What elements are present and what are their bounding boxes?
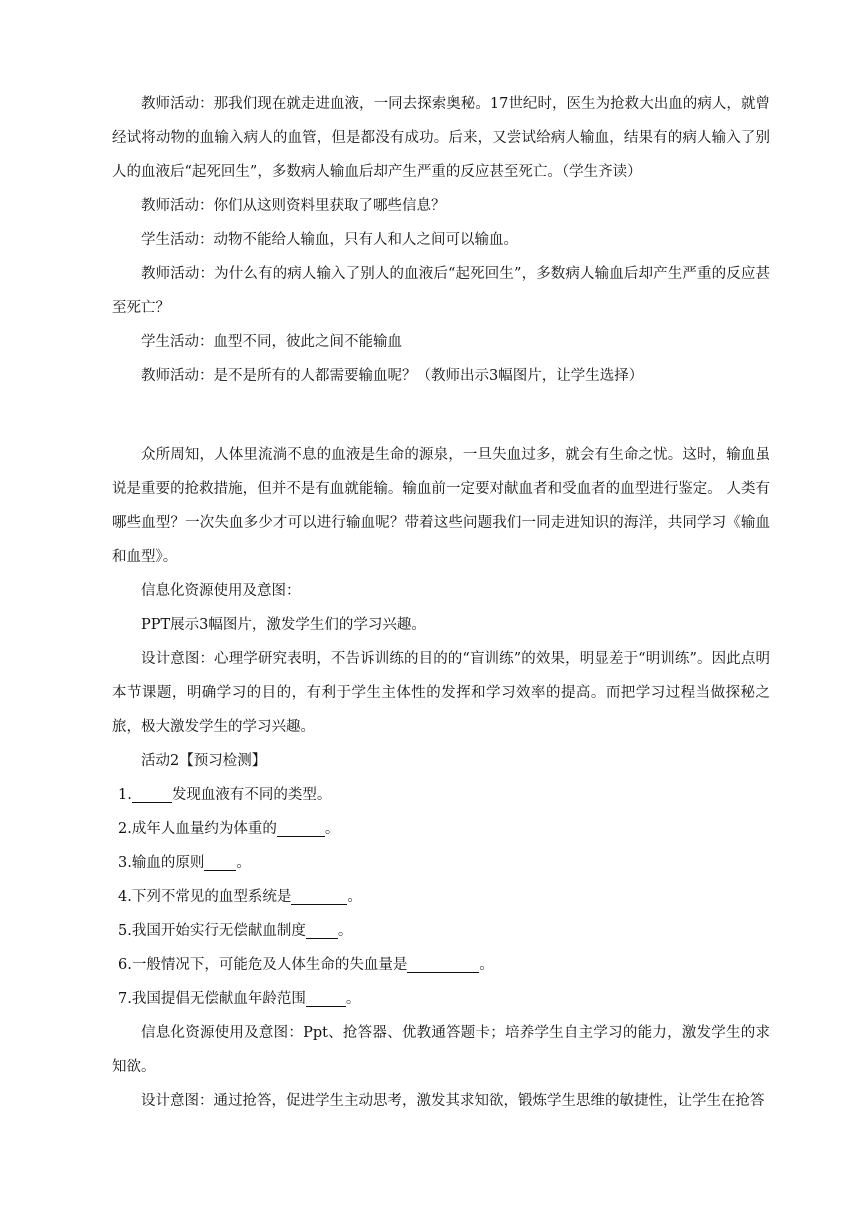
dialogue-section [112,87,770,393]
activity-title: 活动2【预习检测】 [141,753,267,769]
design-intent-paragraph: 设计意图：通过抢答，促进学生主动思考，激发其求知欲，锻炼学生思维的敏捷性，让学生在抢答 [141,1093,765,1109]
quiz-item-prefix: 7.我国提倡无偿献血年龄范围 [118,991,306,1007]
quiz-item-suffix: 。 [236,855,251,871]
quiz-item-prefix: 4.下列不常见的血型系统是 [118,889,292,905]
quiz-item [112,982,770,1016]
answer-blank [277,818,325,837]
dialogue-line: 学生活动：动物不能给人输血，只有人和人之间可以输血。 [141,232,518,248]
resource-text: PPT展示3幅图片，激发学生们的学习兴趣。 [141,617,426,633]
design-intent-paragraph: 设计意图：心理学研究表明，不告诉训练的目的的“盲训练”的效果，明显差于“明训练”。因此点明本节课题，明确学习的目的，有利于学生主体性的发挥和学习效率的提高。而把学习过程当做探秘之旅，极大激发学生的学习兴趣。 [112,651,770,735]
quiz-item-suffix: 。 [337,923,353,939]
intro-paragraph: 众所周知，人体里流淌不息的血液是生命的源泉，一旦失血过多，就会有生命之忧。这时，输血虽说是重要的抢救措施，但并不是有血就能输。输血前一定要对献血者和受血者的血型进行鉴定。 人类有哪些血型？一次失血多少才可以进行输血呢？带着这些问题我们一同走进知识的海洋，共同学习《输血和血型》。 [112,447,770,565]
dialogue-line: 教师活动：你们从这则资料里获取了哪些信息？ [141,198,446,214]
resource-heading: 信息化资源使用及意图： [141,583,301,599]
answer-blank [132,784,172,803]
quiz-item-prefix: 6.一般情况下，可能危及人体生命的失血量是 [118,957,408,973]
answer-blank [306,988,346,1007]
quiz-item-suffix: 。 [345,991,361,1007]
dialogue-line: 教师活动：那我们现在就走进血液，一同去探索奥秘。17世纪时，医生为抢救大出血的病人，就曾经试将动物的血输入病人的血管，但是都没有成功。后来，又尝试给病人输血，结果有的病人输入了别人的血液后“起死回生”，多数病人输血后却产生严重的反应甚至死亡。（学生齐读） [112,96,770,180]
dialogue-line: 教师活动：是不是所有的人都需要输血呢？（教师出示3幅图片，让学生选择） [141,368,644,384]
quiz-item [112,846,770,880]
quiz-item-suffix: 。 [347,889,362,905]
answer-blank [306,920,338,939]
quiz-item [112,812,770,846]
quiz-item-suffix: 。 [479,957,494,973]
quiz-item [112,778,770,812]
lesson-section [112,438,770,1118]
dialogue-line: 学生活动：血型不同，彼此之间不能输血 [141,334,402,350]
quiz-item-suffix: 发现血液有不同的类型。 [171,787,332,803]
quiz-item-prefix: 3.输血的原则 [118,855,205,871]
quiz-item-prefix: 1. [118,787,132,803]
answer-blank [204,852,236,871]
quiz-list [112,778,770,1016]
quiz-item-prefix: 2.成年人血量约为体重的 [118,821,277,837]
quiz-item [112,914,770,948]
dialogue-line: 教师活动：为什么有的病人输入了别人的血液后“起死回生”，多数病人输血后却产生严重的反应甚至死亡？ [112,266,770,316]
resource-paragraph: 信息化资源使用及意图：Ppt、抢答器、优教通答题卡；培养学生自主学习的能力，激发学生的求知欲。 [112,1025,770,1075]
quiz-item-suffix: 。 [324,821,340,837]
quiz-item [112,948,770,982]
answer-blank [291,886,347,905]
quiz-item-prefix: 5.我国开始实行无偿献血制度 [118,923,306,939]
quiz-item [112,880,770,914]
answer-blank [407,954,479,973]
